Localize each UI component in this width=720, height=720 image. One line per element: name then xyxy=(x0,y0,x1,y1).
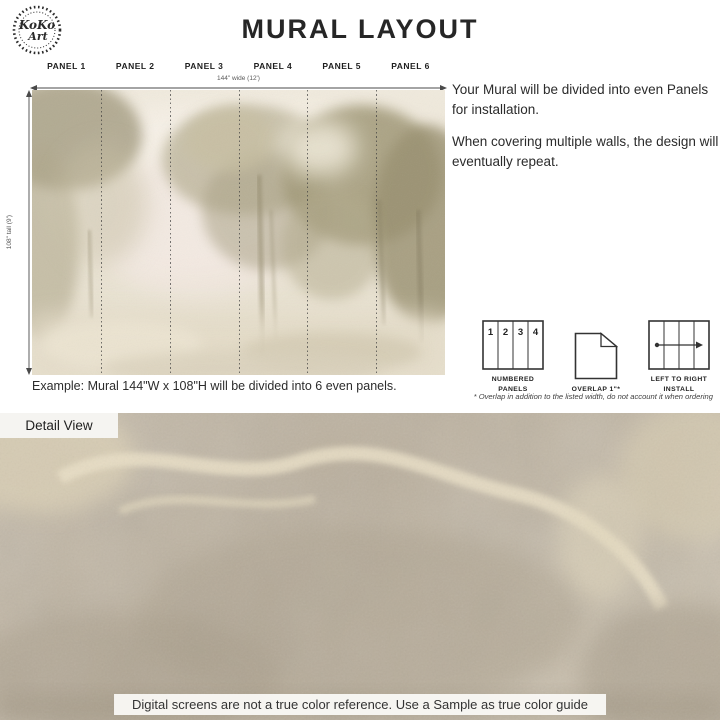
info-column xyxy=(452,80,720,184)
numbered-panels-icon xyxy=(482,320,544,370)
numbered-panels-item xyxy=(480,320,546,395)
numbered-panels-label: NUMBERED PANELS xyxy=(491,376,535,394)
panel-label-4: PANEL 4 xyxy=(253,61,293,71)
overlap-icon xyxy=(574,332,618,380)
width-dimension-label: 144" wide (12') xyxy=(217,75,260,82)
panel-number-3: 3 xyxy=(517,327,524,338)
panel-divider-2 xyxy=(170,90,171,375)
panel-number-1: 1 xyxy=(487,327,494,338)
overlap-label: OVERLAP 1"* xyxy=(571,386,621,394)
left-to-right-label: LEFT TO RIGHT INSTALL xyxy=(650,376,708,394)
panel-divider-3 xyxy=(239,90,240,375)
mural-preview-image xyxy=(32,90,445,375)
overlap-item xyxy=(572,332,621,395)
detail-view-label: Detail View xyxy=(0,413,118,438)
panel-number-2: 2 xyxy=(502,327,509,338)
panel-label-3: PANEL 3 xyxy=(184,61,224,71)
panel-divider-5 xyxy=(376,90,377,375)
page-title: MURAL LAYOUT xyxy=(241,14,479,44)
panel-label-5: PANEL 5 xyxy=(322,61,362,71)
detail-texture-image xyxy=(0,413,720,720)
installation-icons-row xyxy=(480,320,712,395)
panel-label-1: PANEL 1 xyxy=(47,61,86,71)
panel-divider-4 xyxy=(307,90,308,375)
left-to-right-item xyxy=(646,320,712,395)
info-paragraph-repeat: When covering multiple walls, the design will eventually repeat. xyxy=(452,134,719,169)
panel-divider-1 xyxy=(101,90,102,375)
height-dimension-label: 108" tall (9') xyxy=(5,215,13,250)
panel-label-6: PANEL 6 xyxy=(391,61,430,71)
panel-label-2: PANEL 2 xyxy=(115,61,155,71)
color-disclaimer: Digital screens are not a true color reference. Use a Sample as true color guide xyxy=(114,694,606,715)
left-to-right-install-icon xyxy=(648,320,710,370)
info-paragraph-panels: Your Mural will be divided into even Panels for installation. xyxy=(452,82,709,117)
logo-text-line2: Art xyxy=(28,30,48,43)
detail-view-section xyxy=(0,413,720,720)
panel-number-4: 4 xyxy=(532,327,539,338)
example-text: Example: Mural 144"W x 108"H will be divided into 6 even panels. xyxy=(32,379,397,393)
panel-labels-row xyxy=(32,61,445,71)
logo-text-line1: KoKo xyxy=(18,18,56,32)
overlap-footnote: * Overlap in addition to the listed width, do not account it when ordering xyxy=(473,392,713,401)
